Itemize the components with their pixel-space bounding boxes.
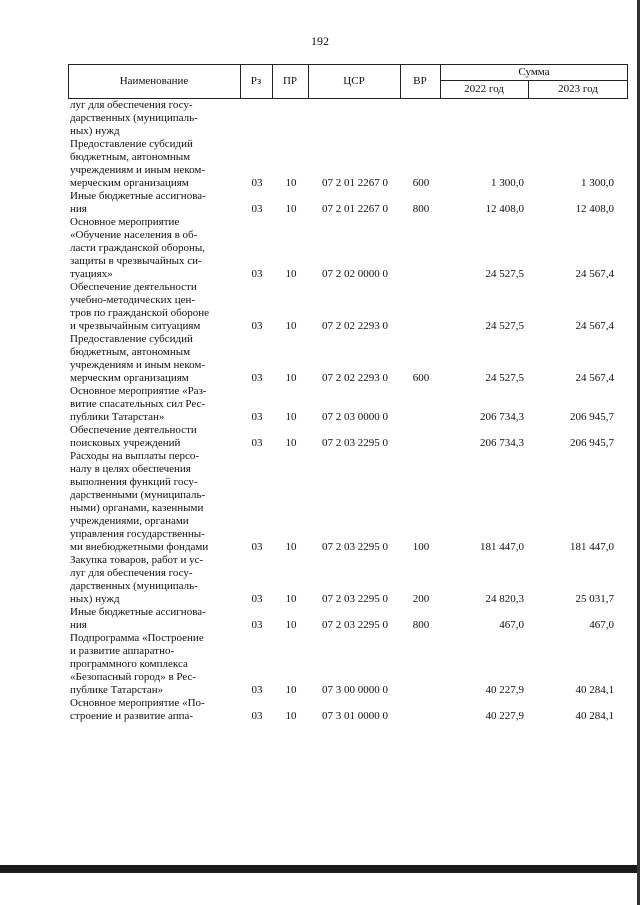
row-name [68, 450, 238, 554]
row-name-line: публики Татарстан» [70, 411, 165, 423]
row-name-line: и развитие аппаратно- [70, 645, 175, 657]
row-name-line: Предоставление субсидий [70, 333, 193, 345]
cell-2023: 467,0 [589, 619, 614, 631]
header-csr: ЦСР [343, 75, 365, 87]
cell-2023: 24 567,4 [575, 268, 614, 280]
header-vr: ВР [413, 75, 427, 87]
row-name-line: Иные бюджетные ассигнова- [70, 190, 206, 202]
cell-vr: 200 [412, 593, 430, 605]
table-body [68, 99, 628, 723]
row-name-line: бюджетным, автономным [70, 346, 191, 358]
cell-2023: 24 567,4 [575, 372, 614, 384]
row-name-line: туациях» [70, 268, 113, 280]
cell-pr: 10 [285, 541, 297, 553]
cell-csr: 07 2 02 2293 0 [322, 372, 388, 384]
cell-pr: 10 [285, 619, 297, 631]
row-name-line: тров по гражданской обороне [70, 307, 210, 319]
page-bottom-border [0, 865, 640, 905]
header-rz: Рз [250, 75, 262, 87]
cell-rz: 03 [251, 411, 263, 423]
row-name-line: публике Татарстан» [70, 684, 164, 696]
table-row [68, 281, 628, 333]
cell-2023: 206 945,7 [570, 411, 614, 423]
cell-2022: 40 227,9 [485, 684, 524, 696]
cell-2023: 40 284,1 [575, 710, 614, 722]
row-name-line: строение и развитие аппа- [70, 710, 194, 722]
row-name-line: Расходы на выплаты персо- [70, 450, 200, 462]
cell-rz: 03 [251, 268, 263, 280]
cell-rz: 03 [251, 203, 263, 215]
header-2023: 2023 год [558, 83, 598, 95]
cell-vr: 600 [412, 372, 430, 384]
cell-csr: 07 3 00 0000 0 [322, 684, 388, 696]
cell-csr: 07 2 03 2295 0 [322, 593, 388, 605]
row-name-line: луг для обеспечения госу- [70, 99, 193, 111]
header-name: Наименование [119, 75, 189, 87]
row-name-line: учебно-методических цен- [70, 294, 196, 306]
cell-2022: 12 408,0 [485, 203, 524, 215]
table-row [68, 190, 628, 216]
row-name [68, 281, 238, 333]
table-row [68, 385, 628, 424]
cell-2022: 24 527,5 [485, 268, 524, 280]
cell-csr: 07 2 02 0000 0 [322, 268, 388, 280]
cell-csr: 07 3 01 0000 0 [322, 710, 388, 722]
row-name-line: Подпрограмма «Построение [70, 632, 204, 644]
row-name-line: ния [70, 203, 87, 215]
row-name-line: учреждениями, органами [70, 515, 189, 527]
table-row [68, 606, 628, 632]
row-name-line: учреждениям и иным неком- [70, 359, 206, 371]
cell-pr: 10 [285, 268, 297, 280]
cell-2023: 181 447,0 [570, 541, 614, 553]
row-name-line: Обеспечение деятельности [70, 281, 197, 293]
row-name [68, 424, 238, 450]
cell-csr: 07 2 03 0000 0 [322, 411, 388, 423]
table-row [68, 450, 628, 554]
cell-csr: 07 2 01 2267 0 [322, 177, 388, 189]
row-name-line: управления государственны- [70, 528, 205, 540]
row-name-line: ми внебюджетными фондами [70, 541, 209, 553]
cell-2023: 12 408,0 [575, 203, 614, 215]
cell-2023: 206 945,7 [570, 437, 614, 449]
header-pr: ПР [282, 75, 298, 87]
row-name-line: дарственных (муниципаль- [70, 112, 198, 124]
cell-rz: 03 [251, 541, 263, 553]
cell-pr: 10 [285, 320, 297, 332]
cell-rz: 03 [251, 372, 263, 384]
table-row [68, 138, 628, 190]
row-name-line: Иные бюджетные ассигнова- [70, 606, 206, 618]
table-row [68, 333, 628, 385]
row-name-line: ных) нужд [70, 125, 120, 137]
cell-rz: 03 [251, 710, 263, 722]
row-name [68, 138, 238, 190]
table-row [68, 99, 628, 138]
cell-2022: 206 734,3 [480, 411, 524, 423]
cell-2022: 467,0 [499, 619, 524, 631]
row-name-line: «Безопасный город» в Рес- [70, 671, 197, 683]
row-name-line: луг для обеспечения госу- [70, 567, 193, 579]
row-name-line: дарственными (муниципаль- [70, 489, 206, 501]
row-name-line: Обеспечение деятельности [70, 424, 197, 436]
row-name-line: ния [70, 619, 87, 631]
cell-csr: 07 2 02 2293 0 [322, 320, 388, 332]
table-header [68, 64, 628, 98]
row-name-line: Основное мероприятие «По- [70, 697, 205, 709]
cell-vr: 100 [412, 541, 430, 553]
cell-2023: 40 284,1 [575, 684, 614, 696]
cell-2022: 40 227,9 [485, 710, 524, 722]
cell-2023: 24 567,4 [575, 320, 614, 332]
row-name-line: ными) органами, казенными [70, 502, 204, 514]
cell-2022: 24 527,5 [485, 320, 524, 332]
cell-2023: 1 300,0 [581, 177, 614, 189]
cell-rz: 03 [251, 593, 263, 605]
row-name-line: «Обучение населения в об- [70, 229, 198, 241]
row-name-line: учреждениям и иным неком- [70, 164, 206, 176]
header-sum: Сумма [518, 66, 550, 78]
cell-2022: 206 734,3 [480, 437, 524, 449]
cell-csr: 07 2 03 2295 0 [322, 541, 388, 553]
row-name-line: ных) нужд [70, 593, 120, 605]
header-2022: 2022 год [464, 83, 504, 95]
row-name [68, 190, 238, 216]
table-row [68, 697, 628, 723]
row-name [68, 333, 238, 385]
row-name-line: программного комплекса [70, 658, 188, 670]
cell-rz: 03 [251, 177, 263, 189]
cell-csr: 07 2 01 2267 0 [322, 203, 388, 215]
cell-pr: 10 [285, 593, 297, 605]
row-name [68, 554, 238, 606]
row-name-line: витие спасательных сил Рес- [70, 398, 206, 410]
cell-pr: 10 [285, 203, 297, 215]
cell-pr: 10 [285, 684, 297, 696]
cell-rz: 03 [251, 320, 263, 332]
cell-2022: 1 300,0 [491, 177, 524, 189]
row-name [68, 385, 238, 424]
row-name-line: мерческим организациям [70, 177, 189, 189]
cell-2022: 24 820,3 [485, 593, 524, 605]
row-name [68, 216, 238, 281]
cell-vr: 800 [412, 203, 430, 215]
cell-rz: 03 [251, 684, 263, 696]
row-name-line: Предоставление субсидий [70, 138, 193, 150]
table-row [68, 424, 628, 450]
row-name-line: налу в целях обеспечения [70, 463, 191, 475]
cell-pr: 10 [285, 710, 297, 722]
cell-csr: 07 2 03 2295 0 [322, 437, 388, 449]
cell-2022: 24 527,5 [485, 372, 524, 384]
table-row [68, 216, 628, 281]
row-name-line: и чрезвычайным ситуациям [70, 320, 201, 332]
page-number: 192 [311, 34, 329, 48]
table-row [68, 632, 628, 697]
row-name-line: Закупка товаров, работ и ус- [70, 554, 204, 566]
row-name-line: Основное мероприятие [70, 216, 180, 228]
cell-2022: 181 447,0 [480, 541, 524, 553]
row-name [68, 697, 238, 723]
cell-pr: 10 [285, 411, 297, 423]
row-name-line: дарственных (муниципаль- [70, 580, 198, 592]
row-name [68, 99, 238, 138]
cell-pr: 10 [285, 372, 297, 384]
row-name-line: бюджетным, автономным [70, 151, 191, 163]
row-name [68, 632, 238, 697]
row-name-line: мерческим организациям [70, 372, 189, 384]
cell-rz: 03 [251, 619, 263, 631]
cell-vr: 800 [412, 619, 430, 631]
cell-vr: 600 [412, 177, 430, 189]
cell-2023: 25 031,7 [575, 593, 614, 605]
cell-pr: 10 [285, 177, 297, 189]
row-name [68, 606, 238, 632]
cell-csr: 07 2 03 2295 0 [322, 619, 388, 631]
cell-pr: 10 [285, 437, 297, 449]
row-name-line: поисковых учреждений [70, 437, 181, 449]
row-name-line: Основное мероприятие «Раз- [70, 385, 207, 397]
cell-rz: 03 [251, 437, 263, 449]
row-name-line: защиты в чрезвычайных си- [70, 255, 202, 267]
row-name-line: ласти гражданской обороны, [70, 242, 205, 254]
row-name-line: выполнения функций госу- [70, 476, 198, 488]
table-row [68, 554, 628, 606]
